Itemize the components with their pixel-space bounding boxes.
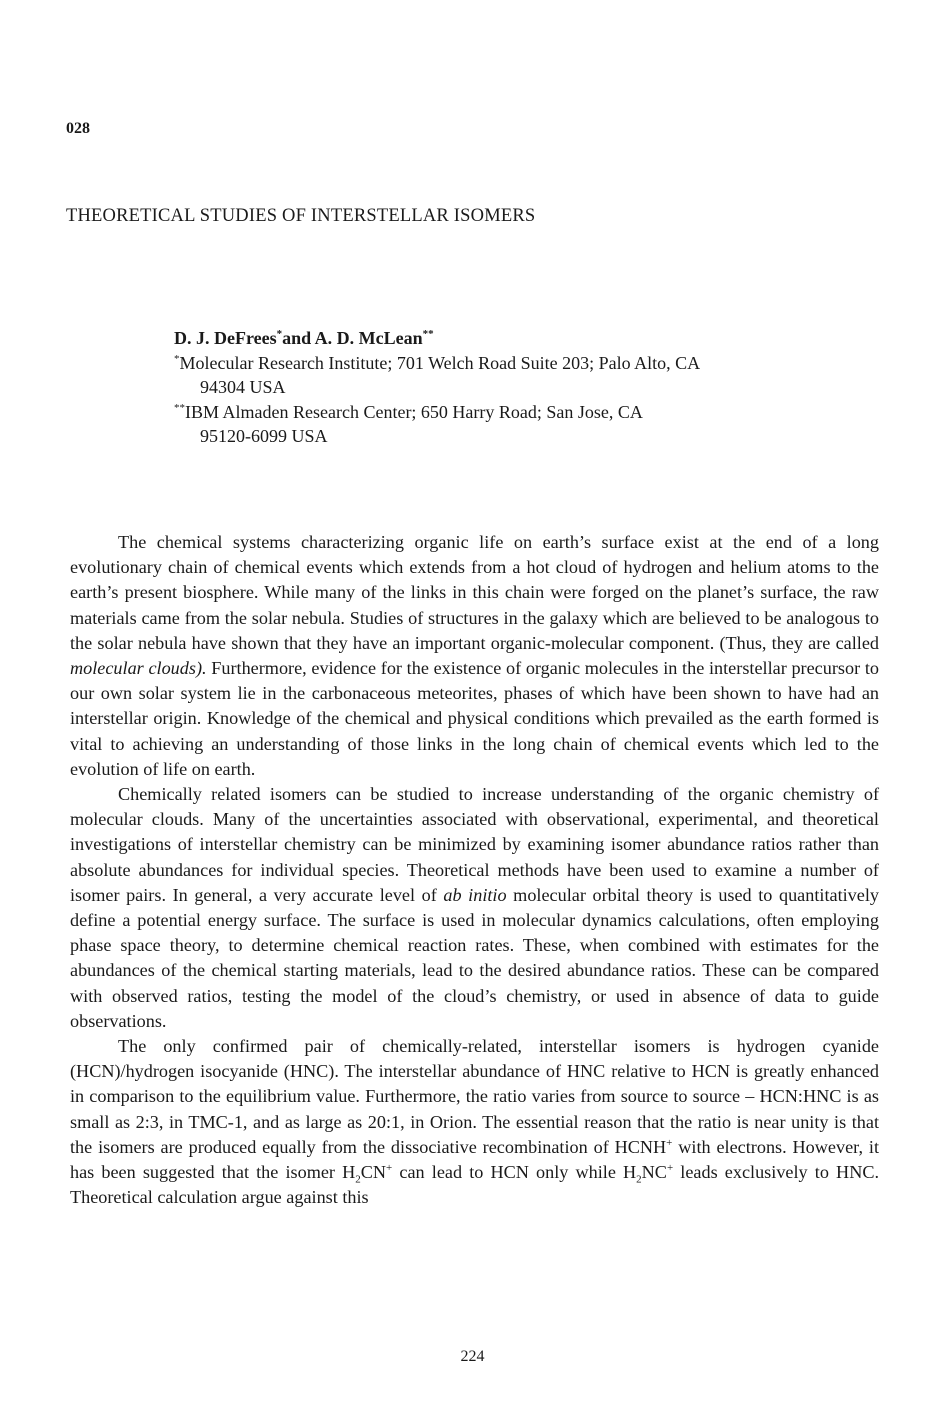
paper-title: THEORETICAL STUDIES OF INTERSTELLAR ISOMERS	[66, 206, 536, 226]
affiliation-text: IBM Almaden Research Center; 650 Harry Road; San Jose, CA	[185, 401, 643, 422]
affiliation-mark: **	[174, 401, 185, 414]
author-block	[174, 326, 878, 449]
body-text	[70, 530, 879, 1210]
affiliation-mark: *	[174, 352, 180, 365]
paragraph: The only confirmed pair of chemically-related, interstellar isomers is hydrogen cyanide (HCN)/hydrogen isocyanide (HNC). The interstellar abundance of HNC relative to HCN is greatly enhanced in comparison to the equilibrium value. Furthermore, the ratio varies from source to source – HCN:HNC is as small as 2:3, in TMC-1, and as large as 20:1, in Orion. The essential reason that the ratio is near unity is that the isomers are produced equally from the dissociative recombination of HCNH+ with electrons. However, it has been suggested that the isomer $H_2CN^+$ can lead to HCN only while $H_2NC^+$ leads exclusively to HNC. Theoretical calculation argue against this	[70, 1036, 880, 1208]
author-name: D. J. DeFrees	[174, 328, 277, 348]
author-name: A. D. McLean	[314, 328, 423, 348]
italic-term: ab initio	[443, 884, 507, 905]
author-mark: *	[276, 328, 283, 340]
affiliation	[174, 351, 878, 400]
affiliation-text: 95120-6099 USA	[200, 426, 328, 446]
page-code: 028	[66, 120, 90, 137]
affiliation-text: 94304 USA	[200, 377, 286, 397]
author-mark: **	[422, 328, 434, 340]
affiliation-text: Molecular Research Institute; 701 Welch Road Suite 203; Palo Alto, CA	[179, 352, 701, 373]
affiliation	[174, 400, 878, 449]
page-number: 224	[460, 1348, 485, 1365]
italic-term: molecular clouds).	[70, 658, 207, 679]
paragraph: The chemical systems characterizing organic life on earth’s surface exist at the end of a long evolutionary chain of chemical events which extends from a hot cloud of hydrogen and helium atoms to the earth’s present biosphere. While many of the links in this chain were forged on the planet’s surface, the raw materials came from the solar nebula. Studies of structures in the galaxy which are believed to be analogous to the solar nebula have shown that they have an important organic-molecular component. (Thus, they are called molecular clouds). Furthermore, evidence for the existence of organic molecules in the interstellar precursor to our own solar system lie in the carbonaceous meteorites, phases of which have been shown to have had an interstellar origin. Knowledge of the chemical and physical conditions which prevailed as the earth formed is vital to achieving an understanding of those links in the long chain of chemical events which led to the evolution of life on earth.	[70, 532, 879, 779]
author-conjunction: and	[282, 328, 315, 348]
paragraph: Chemically related isomers can be studied to increase understanding of the organic chemistry of molecular clouds. Many of the uncertainties associated with observational, experimental, and theoretical investigations of interstellar chemistry can be minimized by examining isomer abundance ratios rather than absolute abundances for individual species. Theoretical methods have been used to examine a number of isomer pairs. In general, a very accurate level of ab initio molecular orbital theory is used to quantitatively define a potential energy surface. The surface is used in molecular dynamics calculations, often employing phase space theory, to determine chemical reaction rates. These, when combined with estimates for the abundances of the chemical starting materials, lead to the desired abundance ratios. These can be compared with observed ratios, testing the model of the cloud’s chemistry, or used in absence of data to guide observations.	[70, 784, 879, 1031]
author-line	[174, 326, 878, 351]
